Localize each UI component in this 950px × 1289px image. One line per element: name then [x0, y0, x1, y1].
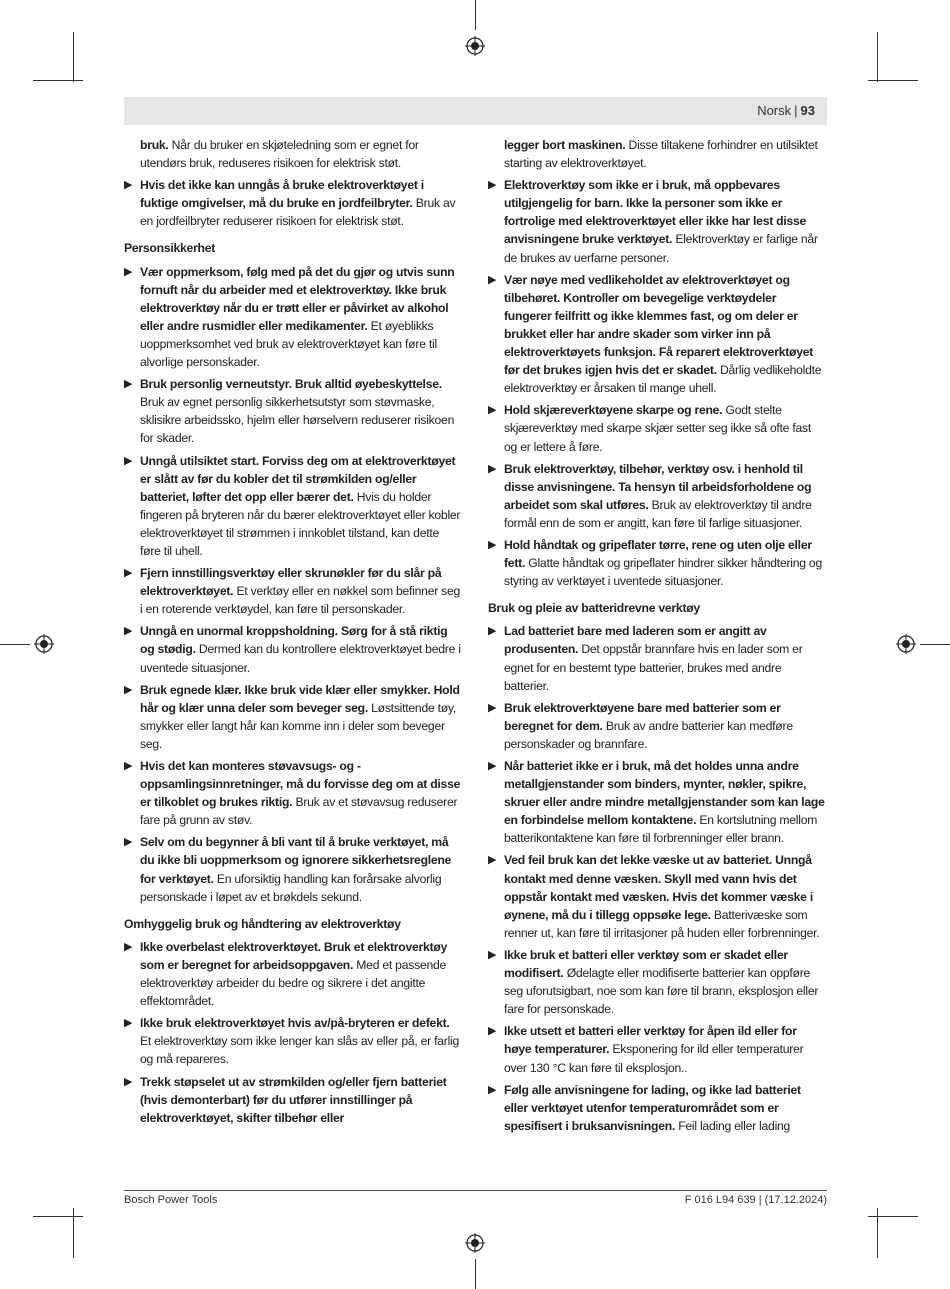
bullet-item — [488, 622, 826, 694]
bullet-item — [488, 271, 826, 398]
crop-mark — [475, 0, 476, 30]
section-heading: Omhyggelig bruk og håndtering av elektroverktøy — [124, 916, 401, 931]
body-text: Bruk av en jordfeilbryter reduserer risikoen for elektrisk støt. — [140, 196, 456, 229]
bullet-item — [124, 564, 462, 618]
triangle-bullet-icon: ▶ — [124, 1017, 133, 1030]
body-text: Glatte håndtak og gripeflater hindrer sikker håndtering og styring av verktøyet i uventede situasjoner. — [504, 556, 822, 589]
bullet-item — [124, 681, 462, 753]
triangle-bullet-icon: ▶ — [124, 625, 133, 638]
body-text: Dårlig vedlikeholdte elektroverktøy er årsaken til mange uhell. — [504, 363, 822, 396]
crop-mark — [0, 644, 30, 645]
bold-text: Elektroverktøy som ikke er i bruk, må oppbevares utilgjengelig for barn. Ikke la personer som ikke er fortrolige med elektroverktøyet eller ikke har lest disse anvisningene bruke verktøyet. — [504, 178, 807, 247]
triangle-bullet-icon: ▶ — [488, 948, 497, 961]
body-text: Det oppstår brannfare hvis en lader som er egnet for en bestemt type batterier, brukes med andre batterier. — [504, 642, 803, 693]
body-text: Feil lading eller lading — [675, 1118, 791, 1133]
bullet-item — [488, 699, 826, 753]
bullet-item — [488, 401, 826, 455]
header-text — [757, 103, 815, 118]
triangle-bullet-icon: ▶ — [488, 273, 497, 286]
body-text: Bruk av et støvavsug reduserer fare på grunn av støv. — [140, 795, 458, 828]
bullet-item — [488, 460, 826, 532]
bold-text: Hvis det kan monteres støvavsugs- og -oppsamlingsinnretninger, må du forvisse deg om at disse er tilkoblet og brukes riktig. — [140, 759, 461, 810]
bold-text: Ved feil bruk kan det lekke væske ut av batteriet. Unngå kontakt med denne væsken. Skyll med vann hvis det oppstår kontakt med væsken. Hvis det kommer væske i øynene, må du i tillegg oppsøke lege. — [504, 853, 813, 922]
bold-text: Trekk støpselet ut av strømkilden og/eller fjern batteriet (hvis demonterbart) før du utfører innstillinger på elektroverktøyet, skifter tilbehør eller — [140, 1074, 447, 1125]
bold-text: bruk. — [140, 138, 169, 152]
triangle-bullet-icon: ▶ — [488, 701, 497, 714]
body-text: Et elektroverktøy som ikke lenger kan slås av eller på, er farlig og må repareres. — [140, 1034, 460, 1067]
triangle-bullet-icon: ▶ — [488, 1083, 497, 1096]
header-separator: | — [794, 103, 798, 118]
footer-right: F 016 L94 639 | (17.12.2024) — [684, 1194, 827, 1206]
body-text: Batterivæske som renner ut, kan føre til irritasjoner på huden eller forbrenninger. — [504, 907, 820, 940]
bold-text: Ikke bruk elektroverktøyet hvis av/på-bryteren er defekt. — [140, 1016, 450, 1031]
paragraph-continuation — [488, 136, 826, 172]
body-text: Dermed kan du kontrollere elektroverktøyet bedre i uventede situasjoner. — [140, 642, 461, 675]
bold-text: Vær nøye med vedlikeholdet av elektroverktøyet og tilbehøret. Kontroller om bevegelige verktøydeler fungerer feilfritt og ikke klemmes fast, og om deler er brukket eller har andre skader som virker inn på elektroverktøyets funksjon. Få reparert elektroverktøyet før det brukes igjen hvis det er skadet. — [504, 272, 814, 378]
bold-text: Ikke overbelast elektroverktøyet. Bruk et elektroverktøy som er beregnet for arbeidsoppgaven. — [140, 939, 448, 972]
registration-mark-icon — [896, 634, 916, 654]
triangle-bullet-icon: ▶ — [124, 1075, 133, 1088]
bullet-item — [124, 452, 462, 561]
header-section: Norsk — [757, 103, 792, 118]
bold-text: Vær oppmerksom, følg med på det du gjør og utvis sunn fornuft når du arbeider med et elektroverktøy. Ikke bruk elektroverktøy når du er trøtt eller er påvirket av alkohol eller andre rusmidler eller medikamenter. — [140, 264, 455, 333]
body-text: Med et passende elektroverktøy arbeider du bedre og sikrere i det angitte effektområdet. — [140, 957, 447, 1009]
bullet-item — [124, 176, 462, 230]
bold-text: Hvis det ikke kan unngås å bruke elektroverktøyet i fuktige omgivelser, må du bruke en jordfeilbryter. — [140, 178, 424, 211]
bold-text: Unngå utilsiktet start. Forviss deg om at elektroverktøyet er slått av før du kobler det til strømkilden og/eller batteriet, løfter det opp eller bærer det. — [140, 453, 456, 504]
bullet-item — [124, 375, 462, 447]
paragraph-continuation — [124, 136, 462, 172]
body-text: Bruk av egnet personlig sikkerhetsutstyr som støvmaske, sklisikre arbeidssko, hjelm eller hørselvern reduserer risikoen for skader. — [140, 395, 455, 446]
bold-text: Bruk elektroverktøyene bare med batterier som er beregnet for dem. — [504, 700, 781, 733]
bullet-item — [124, 1073, 462, 1127]
page-number: 93 — [800, 103, 815, 118]
triangle-bullet-icon: ▶ — [124, 378, 133, 391]
triangle-bullet-icon: ▶ — [488, 462, 497, 475]
triangle-bullet-icon: ▶ — [488, 625, 497, 638]
triangle-bullet-icon: ▶ — [124, 567, 133, 580]
bullet-item — [124, 938, 462, 1010]
body-text: Et øyeblikks uoppmerksomhet ved bruk av elektroverktøyet kan føre til alvorlige personskader. — [140, 318, 437, 370]
crop-mark — [73, 32, 74, 82]
registration-mark-icon — [465, 36, 485, 56]
bold-text: legger bort maskinen. — [504, 138, 626, 152]
bold-text: Hold skjæreverktøyene skarpe og rene. — [504, 403, 723, 418]
triangle-bullet-icon: ▶ — [124, 760, 133, 772]
triangle-bullet-icon: ▶ — [124, 940, 133, 953]
triangle-bullet-icon: ▶ — [124, 836, 133, 849]
bullet-item — [488, 536, 826, 590]
bold-text: Selv om du begynner å bli vant til å bruke verktøyet, må du ikke bli uoppmerksom og ignorere sikkerhetsreglene for verktøyet. — [140, 835, 452, 886]
section-heading: Bruk og pleie av batteridrevne verktøy — [488, 601, 700, 616]
triangle-bullet-icon: ▶ — [124, 265, 133, 278]
crop-mark — [868, 80, 918, 81]
triangle-bullet-icon: ▶ — [488, 538, 497, 551]
body-text: Bruk av andre batterier kan medføre personskader og brannfare. — [504, 718, 793, 751]
body-text: Løstsittende tøy, smykker eller langt hår kan komme inn i deler som beveger seg. — [140, 700, 457, 751]
footer-left: Bosch Power Tools — [124, 1194, 218, 1206]
triangle-bullet-icon: ▶ — [124, 454, 133, 467]
bold-text: Fjern innstillingsverktøy eller skrunøkler før du slår på elektroverktøyet. — [140, 566, 442, 599]
body-text: Elektroverktøy er farlige når de brukes av uerfarne personer. — [504, 232, 818, 265]
bold-text: Når batteriet ikke er i bruk, må det holdes unna andre metallgjenstander som binders, mynter, nøkler, spikre, skruer eller andre mindre metallgjenstander som kan lage en forbindelse mellom kontaktene. — [504, 759, 825, 828]
body-text: Når du bruker en skjøteledning som er egnet for utendørs bruk, reduseres risikoen for elektrisk støt. — [140, 138, 419, 171]
bold-text: Bruk personlig verneutstyr. Bruk alltid øyebeskyttelse. — [140, 377, 442, 392]
page-header — [124, 97, 827, 125]
crop-mark — [920, 644, 950, 645]
body-text: Bruk av elektroverktøy til andre formål enn de som er angitt, kan føre til farlige situasjoner. — [504, 497, 812, 530]
triangle-bullet-icon: ▶ — [488, 760, 497, 772]
triangle-bullet-icon: ▶ — [124, 179, 133, 192]
bullet-item — [124, 1014, 462, 1068]
body-text: Et verktøy eller en nøkkel som befinner seg i en roterende verktøydel, kan føre til personskader. — [140, 584, 461, 617]
bullet-item — [488, 757, 826, 847]
crop-mark — [475, 1259, 476, 1289]
triangle-bullet-icon: ▶ — [124, 683, 133, 696]
page-footer — [124, 1190, 827, 1206]
triangle-bullet-icon: ▶ — [488, 179, 497, 192]
bullet-item — [488, 1022, 826, 1076]
triangle-bullet-icon: ▶ — [488, 404, 497, 417]
body-text: En uforsiktig handling kan forårsake alvorlig personskade i løpet av et brøkdels sekund. — [140, 871, 442, 904]
left-column — [124, 136, 462, 1131]
registration-mark-icon — [465, 1233, 485, 1253]
bold-text: Lad batteriet bare med laderen som er angitt av produsenten. — [504, 624, 767, 657]
bullet-item — [488, 1081, 826, 1135]
triangle-bullet-icon: ▶ — [488, 1025, 497, 1038]
body-text: Ødelagte eller modifiserte batterier kan oppføre seg uforutsigbart, noe som kan føre til brann, eksplosjon eller fare for personskade. — [504, 966, 819, 1017]
bullet-item — [488, 946, 826, 1018]
body-text: En kortslutning mellom batterikontaktene kan føre til forbrenninger eller brann. — [504, 813, 818, 846]
crop-mark — [868, 1216, 918, 1217]
section-heading: Personsikkerhet — [124, 241, 216, 256]
bullet-item — [124, 622, 462, 676]
bold-text: Bruk elektroverktøy, tilbehør, verktøy osv. i henhold til disse anvisningene. Ta hensyn til arbeidsforholdene og arbeidet som skal utføres. — [504, 461, 812, 512]
registration-mark-icon — [34, 634, 54, 654]
bullet-item — [124, 263, 462, 372]
crop-mark — [33, 1216, 83, 1217]
bold-text: Hold håndtak og gripeflater tørre, rene og uten olje eller fett. — [504, 537, 812, 571]
bullet-item — [124, 833, 462, 905]
body-text: Hvis du holder fingeren på bryteren når du bærer elektroverktøyet eller kobler elektroverktøyet til strømmen i innkoblet tilstand, kan dette føre til uhell. — [140, 489, 461, 558]
body-text: Godt stelte skjæreverktøy med skarpe skjær setter seg ikke så ofte fast og er lettere å føre. — [504, 403, 811, 454]
right-column — [488, 136, 826, 1139]
bold-text: Unngå en unormal kroppsholdning. Sørg for å stå riktig og stødig. — [140, 624, 448, 657]
bold-text: Ikke bruk et batteri eller verktøy som er skadet eller modifisert. — [504, 947, 788, 981]
bold-text: Følg alle anvisningene for lading, og ikke lad batteriet eller verktøyet utenfor temperaturområdet som er spesifisert i bruksanvisningen. — [504, 1082, 801, 1133]
bullet-item — [124, 757, 462, 829]
bold-text: Bruk egnede klær. Ikke bruk vide klær eller smykker. Hold hår og klær unna deler som beveger seg. — [140, 682, 460, 715]
bold-text: Ikke utsett et batteri eller verktøy for åpen ild eller for høye temperaturer. — [504, 1024, 797, 1057]
body-text: Eksponering for ild eller temperaturer over 130 °C kan føre til eksplosjon.. — [504, 1042, 804, 1075]
bullet-item — [488, 851, 826, 941]
bullet-item — [488, 176, 826, 266]
triangle-bullet-icon: ▶ — [488, 854, 497, 867]
crop-mark — [33, 80, 83, 81]
body-text: Disse tiltakene forhindrer en utilsiktet starting av elektroverktøyet. — [504, 138, 818, 171]
crop-mark — [877, 32, 878, 82]
